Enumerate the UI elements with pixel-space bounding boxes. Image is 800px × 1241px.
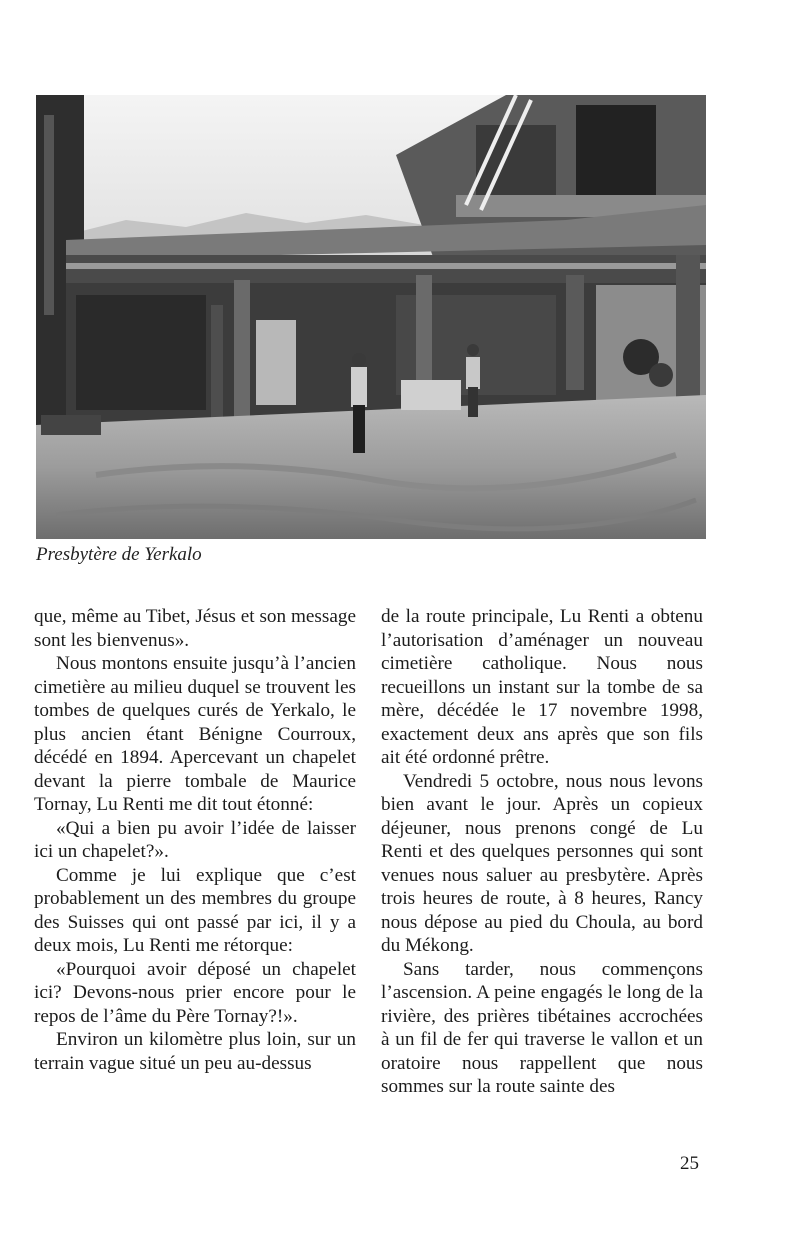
text-column-right: [381, 605, 703, 1099]
paragraph: Environ un kilomètre plus loin, sur un terrain vague situé un peu au-dessus: [34, 1029, 356, 1074]
courtyard-photo-illustration: [36, 95, 706, 539]
photo-presbytery: [36, 95, 706, 539]
paragraph: de la route principale, Lu Renti a obtenu l’autorisation d’aménager un nouveau cimetière catholique. Nous nous recueillons un instant sur la tombe de sa mère, décédée le 17 novembre 1998, exactement deux ans après que son fils ait été ordonné prêtre.: [381, 606, 703, 768]
paragraph: que, même au Tibet, Jésus et son message sont les bienvenus».: [34, 606, 356, 651]
paragraph: «Qui a bien pu avoir l’idée de laisser ici un chapelet?».: [34, 817, 356, 862]
paragraph: Comme je lui explique que c’est probablement un des membres du groupe des Suisses qui ont passé par ici, il y a deux mois, Lu Renti me rétorque:: [34, 864, 356, 956]
paragraph: Vendredi 5 octobre, nous nous levons bien avant le jour. Après un copieux déjeuner, nous prenons congé de Lu Renti et des quelques personnes qui sont venues nous saluer au presbytère. Après trois heures de route, à 8 heures, Rancy nous dépose au pied du Choula, au bord du Mékong.: [381, 770, 703, 956]
page-number: 25: [680, 1153, 699, 1174]
text-column-left: [34, 605, 356, 1075]
photo-caption: Presbytère de Yerkalo: [36, 544, 202, 565]
paragraph: «Pourquoi avoir déposé un chapelet ici? Devons-nous prier encore pour le repos de l’âme du Père Tornay?!».: [34, 958, 356, 1027]
paragraph: Nous montons ensuite jusqu’à l’ancien cimetière au milieu duquel se trouvent les tombes de quelques curés de Yerkalo, le plus ancien étant Bénigne Courroux, décédé en 1894. Apercevant un chapelet devant la pierre tombale de Maurice Tornay, Lu Renti me dit tout étonné:: [34, 653, 356, 815]
paragraph: Sans tarder, nous commençons l’ascension. A peine engagés le long de la rivière, des prières tibétaines accrochées à un fil de fer qui traverse le vallon et un oratoire nous rappellent que nous sommes sur la route sainte des: [381, 958, 703, 1097]
